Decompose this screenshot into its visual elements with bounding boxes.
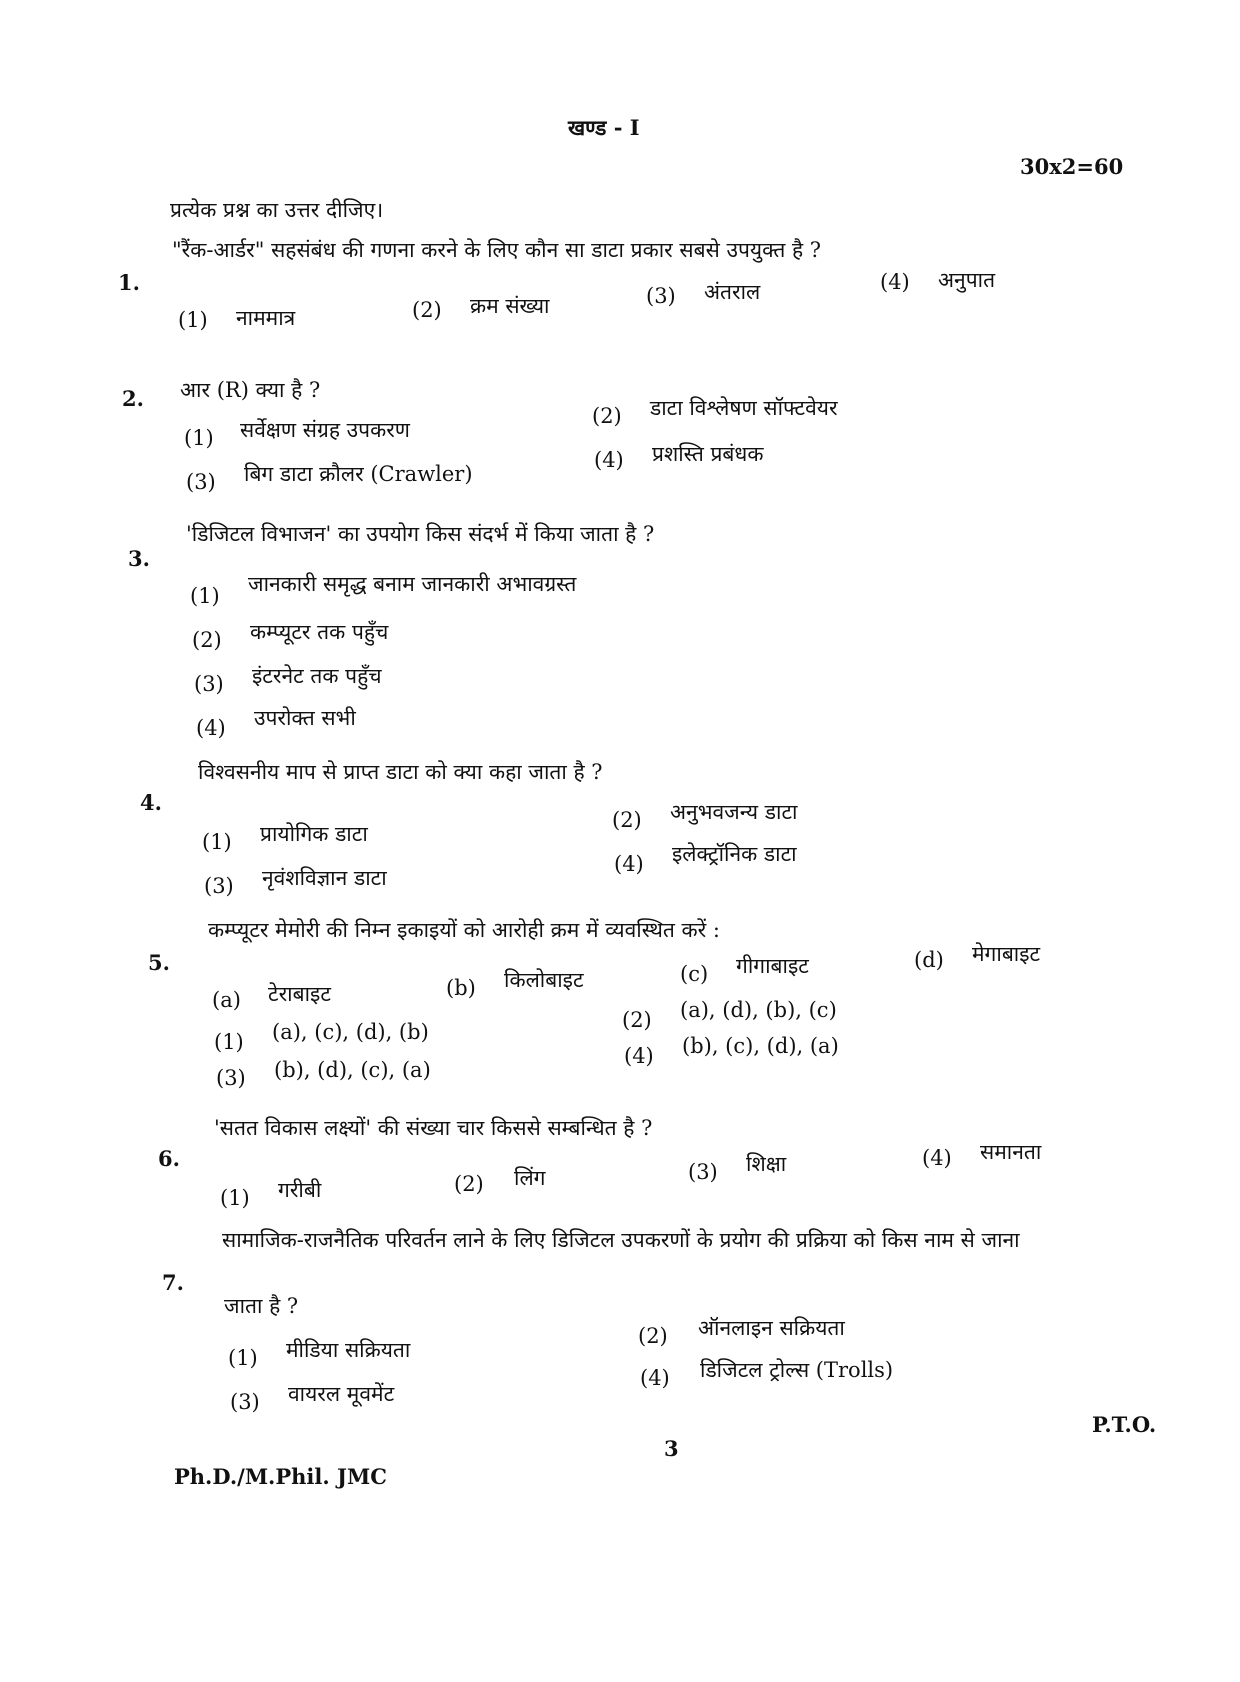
option-number: (3) bbox=[646, 284, 676, 308]
section-title: खण्ड - I bbox=[568, 115, 640, 140]
question-number: 4. bbox=[140, 790, 162, 815]
option-number: (2) bbox=[592, 404, 622, 428]
option-number: (3) bbox=[186, 470, 216, 494]
option-text: ऑनलाइन सक्रियता bbox=[698, 1316, 845, 1340]
question-text-continued: जाता है ? bbox=[224, 1294, 299, 1318]
option-text: नाममात्र bbox=[236, 306, 296, 330]
option-number: (3) bbox=[230, 1390, 260, 1414]
question-text: 'डिजिटल विभाजन' का उपयोग किस संदर्भ में किया जाता है ? bbox=[186, 522, 655, 546]
marks-label: 30x2=60 bbox=[1020, 154, 1124, 179]
item-label: (b) bbox=[446, 976, 476, 1000]
question-text: विश्वसनीय माप से प्राप्त डाटा को क्या कहा जाता है ? bbox=[198, 760, 603, 784]
option-text: (b), (c), (d), (a) bbox=[682, 1034, 839, 1058]
question-text: कम्प्यूटर मेमोरी की निम्न इकाइयों को आरोही क्रम में व्यवस्थित करें : bbox=[208, 918, 721, 942]
option-number: (1) bbox=[190, 584, 220, 608]
option-number: (3) bbox=[194, 672, 224, 696]
option-text: (b), (d), (c), (a) bbox=[274, 1058, 431, 1082]
option-text: (a), (c), (d), (b) bbox=[272, 1020, 429, 1044]
question-text: आर (R) क्या है ? bbox=[180, 378, 321, 402]
option-number: (2) bbox=[612, 808, 642, 832]
option-text: क्रम संख्या bbox=[470, 294, 550, 318]
option-text: वायरल मूवमेंट bbox=[288, 1382, 395, 1406]
option-number: (2) bbox=[622, 1008, 652, 1032]
option-text: प्रशस्ति प्रबंधक bbox=[652, 442, 764, 466]
option-number: (4) bbox=[922, 1146, 952, 1170]
option-number: (4) bbox=[614, 852, 644, 876]
item-text: किलोबाइट bbox=[504, 968, 584, 992]
option-text: बिग डाटा क्रौलर (Crawler) bbox=[244, 462, 473, 486]
option-text: कम्प्यूटर तक पहुँच bbox=[250, 620, 389, 644]
option-number: (3) bbox=[204, 874, 234, 898]
question-text: सामाजिक-राजनैतिक परिवर्तन लाने के लिए डिजिटल उपकरणों के प्रयोग की प्रक्रिया को किस नाम से जाना bbox=[222, 1228, 1020, 1252]
option-text: डिजिटल ट्रोल्स (Trolls) bbox=[700, 1358, 894, 1382]
question-number: 2. bbox=[122, 386, 144, 411]
option-text: नृवंशविज्ञान डाटा bbox=[262, 866, 387, 890]
question-text: 'सतत विकास लक्ष्यों' की संख्या चार किससे सम्बन्धित है ? bbox=[214, 1116, 653, 1140]
option-number: (2) bbox=[454, 1172, 484, 1196]
item-text: मेगाबाइट bbox=[972, 942, 1041, 966]
question-number: 1. bbox=[118, 270, 140, 295]
option-text: उपरोक्त सभी bbox=[254, 706, 356, 730]
option-text: सर्वेक्षण संग्रह उपकरण bbox=[240, 418, 410, 442]
item-label: (a) bbox=[212, 988, 241, 1012]
option-number: (1) bbox=[178, 308, 208, 332]
question-number: 3. bbox=[128, 546, 150, 571]
option-text: डाटा विश्लेषण सॉफ्टवेयर bbox=[650, 396, 838, 420]
question-number: 6. bbox=[158, 1146, 180, 1171]
option-number: (1) bbox=[214, 1030, 244, 1054]
option-number: (3) bbox=[688, 1160, 718, 1184]
option-text: अनुपात bbox=[938, 268, 996, 292]
option-text: अंतराल bbox=[704, 280, 761, 304]
question-number: 7. bbox=[162, 1270, 184, 1295]
option-number: (2) bbox=[192, 628, 222, 652]
option-text: (a), (d), (b), (c) bbox=[680, 998, 837, 1022]
option-number: (1) bbox=[220, 1186, 250, 1210]
option-number: (4) bbox=[640, 1366, 670, 1390]
footer-code: Ph.D./M.Phil. JMC bbox=[174, 1464, 387, 1489]
item-label: (d) bbox=[914, 948, 944, 972]
option-number: (2) bbox=[638, 1324, 668, 1348]
page-number: 3 bbox=[664, 1436, 679, 1461]
option-text: लिंग bbox=[514, 1166, 546, 1190]
option-text: जानकारी समृद्ध बनाम जानकारी अभावग्रस्त bbox=[248, 572, 577, 596]
option-number: (4) bbox=[196, 716, 226, 740]
option-number: (1) bbox=[202, 830, 232, 854]
option-number: (4) bbox=[624, 1044, 654, 1068]
option-number: (4) bbox=[880, 270, 910, 294]
option-number: (3) bbox=[216, 1066, 246, 1090]
option-number: (1) bbox=[228, 1346, 258, 1370]
option-number: (4) bbox=[594, 448, 624, 472]
option-text: प्रायोगिक डाटा bbox=[260, 822, 368, 846]
option-text: इंटरनेट तक पहुँच bbox=[252, 664, 382, 688]
item-label: (c) bbox=[680, 962, 709, 986]
option-number: (1) bbox=[184, 426, 214, 450]
option-text: अनुभवजन्य डाटा bbox=[670, 800, 798, 824]
instruction: प्रत्येक प्रश्न का उत्तर दीजिए। bbox=[170, 198, 384, 222]
option-text: शिक्षा bbox=[746, 1152, 787, 1176]
option-text: इलेक्ट्रॉनिक डाटा bbox=[672, 842, 797, 866]
option-number: (2) bbox=[412, 298, 442, 322]
pto-label: P.T.O. bbox=[1092, 1412, 1157, 1437]
item-text: गीगाबाइट bbox=[736, 954, 809, 978]
item-text: टेराबाइट bbox=[268, 982, 331, 1006]
option-text: समानता bbox=[980, 1140, 1042, 1164]
option-text: गरीबी bbox=[278, 1178, 322, 1202]
question-number: 5. bbox=[148, 950, 170, 975]
option-text: मीडिया सक्रियता bbox=[286, 1338, 411, 1362]
question-text: "रैंक-आर्डर" सहसंबंध की गणना करने के लिए कौन सा डाटा प्रकार सबसे उपयुक्त है ? bbox=[172, 238, 822, 262]
